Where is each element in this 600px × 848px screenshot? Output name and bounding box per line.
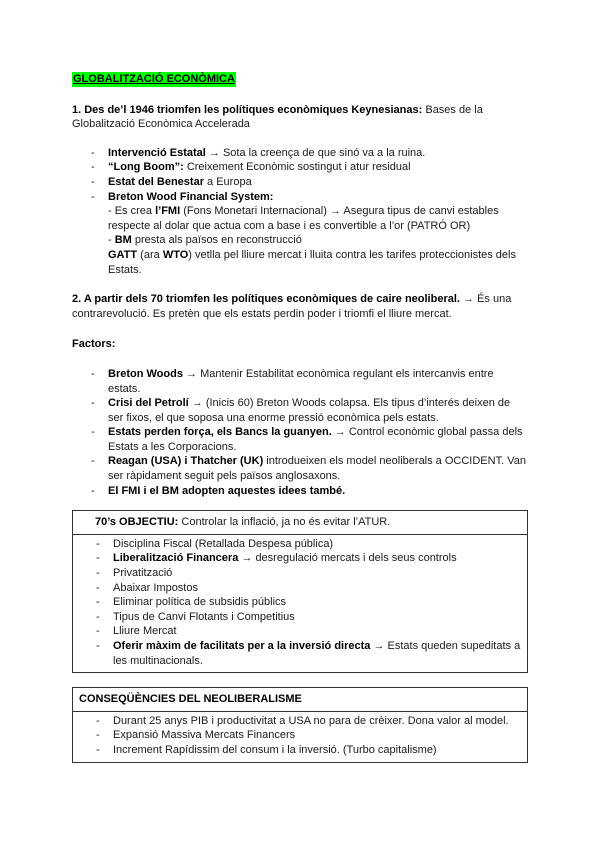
list-item: - Reagan (USA) i Thatcher (UK) introdueixen els model neoliberals a OCCIDENT. Van ser ràpidament seguit pels països anglosaxons. <box>72 454 528 483</box>
list-item: - Disciplina Fiscal (Retallada Despesa pública) <box>73 537 527 552</box>
doc-title: GLOBALITZACIÓ ECONÒMICA <box>73 73 235 85</box>
list-item: - Oferir màxim de facilitats per a la inversió directa → Estats queden supeditats a les multinacionals. <box>73 639 527 668</box>
bretton-woods-gatt: GATT (ara WTO) vetlla pel lliure mercat i lluita contra les tarifes proteccionistes dels Estats. <box>108 248 516 276</box>
list-item: - Abaixar Impostos <box>73 581 527 596</box>
list-item: - Tipus de Canvi Flotants i Competitius <box>73 610 527 625</box>
list-item: - Breton Woods → Mantenir Estabilitat econòmica regulant els intercanvis entre estats. <box>72 367 528 396</box>
factors-list <box>72 367 528 498</box>
bretton-woods-fmi: - Es crea l’FMI (Fons Monetari Internacional) → Asegura tipus de canvi estables respecte al dolar que actua com a base i es convertible a l’or (PATRÓ OR) <box>108 205 499 232</box>
list-item: - Expansió Massiva Mercats Financers <box>73 728 527 743</box>
section-1-text: Bases de la Globalització Econòmica Accelerada <box>72 103 483 131</box>
keynes-list <box>72 146 528 277</box>
list-item: - Lliure Mercat <box>73 624 527 639</box>
section-2-intro <box>72 292 528 321</box>
list-item: - Privatització <box>73 566 527 581</box>
consequencies-box <box>72 687 528 762</box>
list-item: - Liberalització Financera → desregulació mercats i dels seus controls <box>73 551 527 566</box>
section-2-text: → És una contrarevolució. Es pretèn que els estats perdin poder i triomfi el lliure mercat. <box>72 293 512 320</box>
list-item: - Durant 25 anys PIB i productivitat a USA no para de crèixer. Dona valor al model. <box>73 714 527 729</box>
consequencies-list <box>73 714 527 758</box>
bretton-woods-bm: - BM presta als països en reconstrucció <box>108 234 302 247</box>
list-item: - Estat del Benestar a Europa <box>72 175 528 190</box>
doc-title-line <box>72 72 528 87</box>
list-item: - Breton Wood Financial System: - Es crea l’FMI (Fons Monetari Internacional) → Asegura tipus de canvi estables respecte al dolar que actua com a base i es convertible a l’or (PATRÓ OR) - BM presta als països en reconstrucció GATT (ara WTO) vetlla pel lliure mercat i lluita contra les tarifes proteccionistes dels Estats. <box>72 190 528 278</box>
list-item: - Eliminar política de subsidis públics <box>73 595 527 610</box>
section-1-intro <box>72 103 528 132</box>
document-page <box>72 72 528 763</box>
factors-heading: Factors: <box>72 338 116 351</box>
objectiu-list <box>73 537 527 668</box>
list-item: - Estats perden força, els Bancs la guanyen. → Control econòmic global passa dels Estats a les Corporacions. <box>72 425 528 454</box>
consequencies-box-header: CONSEQÜÈNCIES DEL NEOLIBERALISME <box>73 688 527 712</box>
list-item: - Intervenció Estatal → Sota la creença de que sinó va a la ruina. <box>72 146 528 161</box>
list-item: - El FMI i el BM adopten aquestes idees també. <box>72 484 528 499</box>
objectiu-box <box>72 510 528 673</box>
section-1-heading: 1. Des de’l 1946 triomfen les polítiques econòmiques Keynesianas: <box>72 103 423 116</box>
section-2-heading: 2. A partir dels 70 triomfen les polítiques econòmiques de caire neoliberal. <box>72 293 460 306</box>
list-item: - Increment Rapídissim del consum i la inversió. (Turbo capitalisme) <box>73 743 527 758</box>
list-item: - “Long Boom”: Creixement Econòmic sostingut i atur residual <box>72 160 528 175</box>
list-item: - Crisi del Petrolí → (Inicis 60) Breton Woods colapsa. Els tipus d’interés deixen de ser fixos, el que soposa una enorme pressió econòmica pels estats. <box>72 396 528 425</box>
objectiu-box-header: 70’s OBJECTIU: Controlar la inflació, ja no és evitar l’ATUR. <box>73 511 527 535</box>
